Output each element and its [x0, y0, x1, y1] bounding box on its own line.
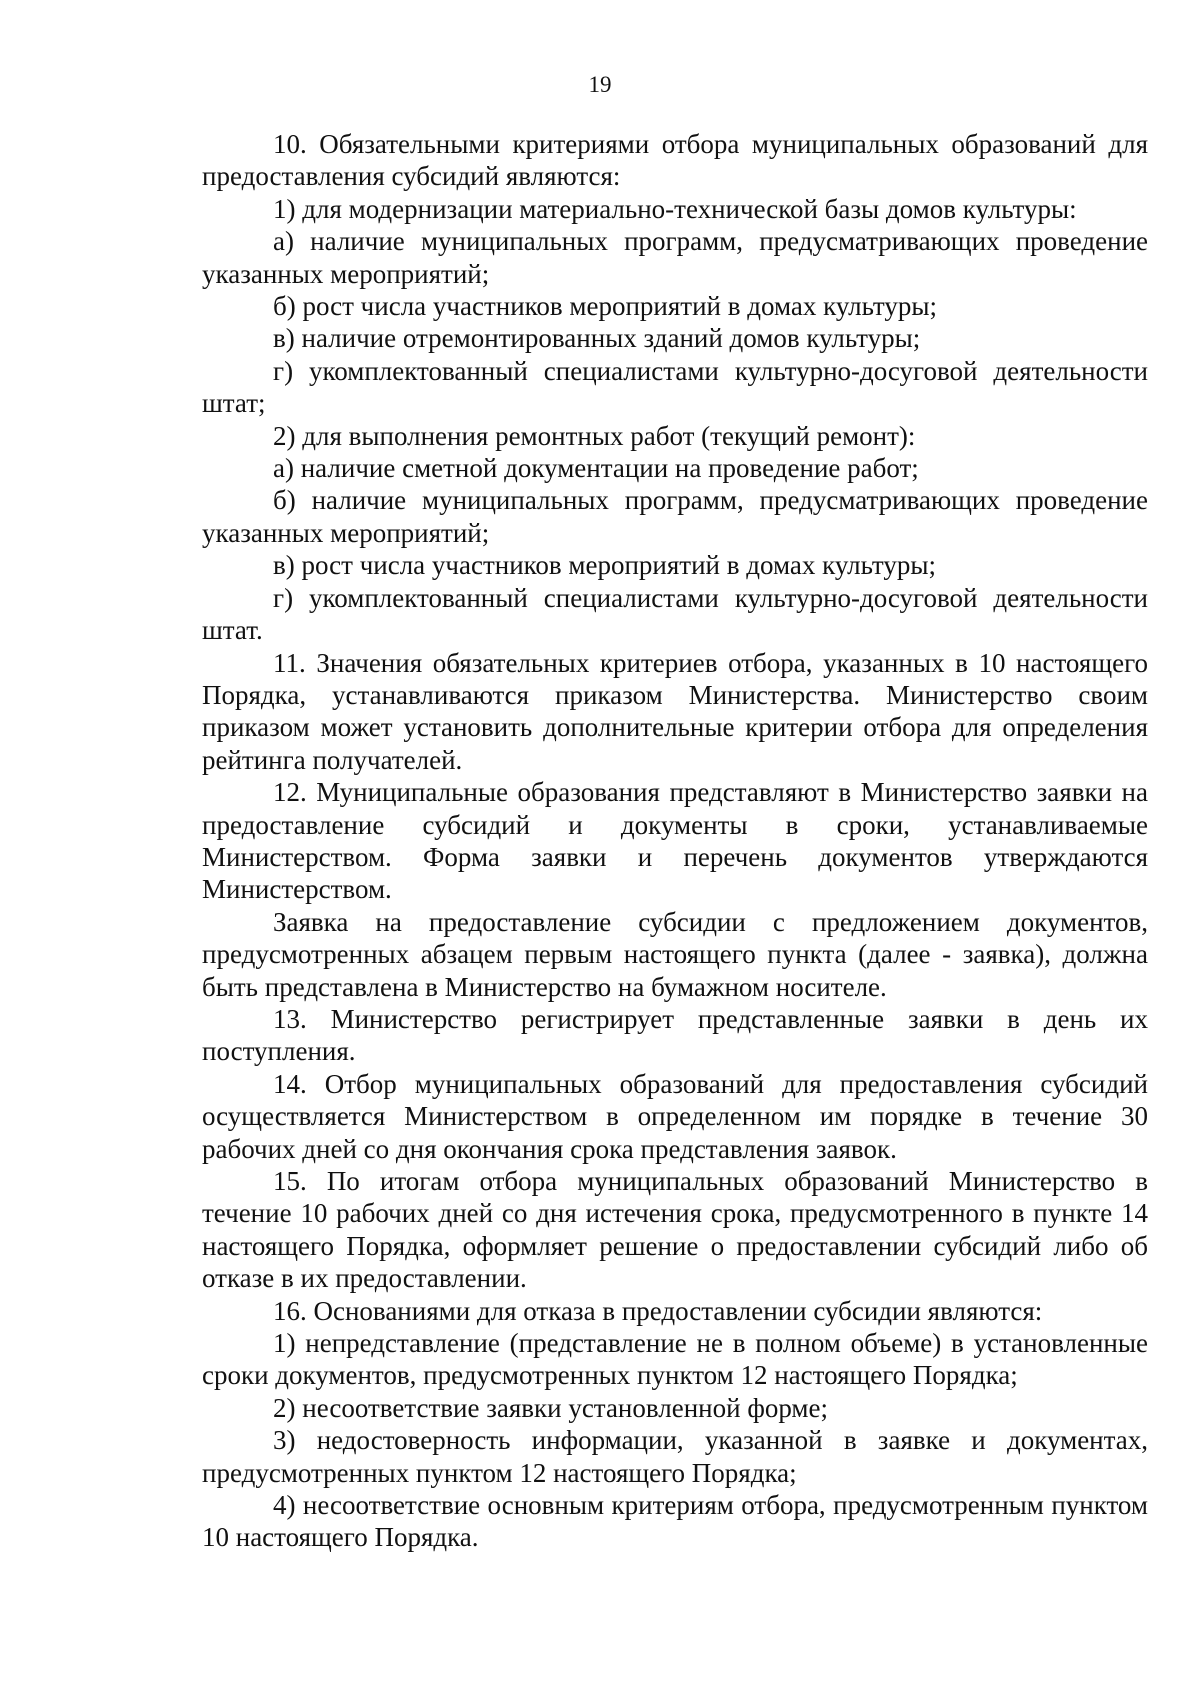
paragraph-16: 16. Основаниями для отказа в предоставлении субсидии являются:: [273, 1295, 1043, 1326]
paragraph-10-item-1b: б) рост числа участников мероприятий в домах культуры;: [273, 291, 937, 322]
paragraph-16-item-2: 2) несоответствие заявки установленной форме;: [273, 1392, 828, 1423]
page-number: 19: [588, 72, 612, 97]
paragraph-10-item-2g: г) укомплектованный специалистами культурно-досуговой деятельности штат.: [202, 582, 1148, 646]
paragraph-10-item-1v: в) наличие отремонтированных зданий домов культуры;: [273, 323, 921, 354]
paragraph-10-criteria: 10. Обязательными критериями отбора муниципальных образований для предоставления субсидий являются:: [202, 129, 1148, 192]
paragraph-13: 13. Министерство регистрирует представленные заявки в день их поступления.: [202, 1003, 1148, 1067]
paragraph-15: 15. По итогам отбора муниципальных образований Министерство в течение 10 рабочих дней со дня истечения срока, предусмотренного в пункте 14 настоящего Порядка, оформляет решение о предоставлении субсидий либо об отказе в их предоставлении.: [202, 1166, 1148, 1294]
paragraph-16-item-3: 3) недостоверность информации, указанной в заявке и документах, предусмотренных пунктом 12 настоящего Порядка;: [202, 1425, 1148, 1488]
paragraph-10-item-2v: в) рост числа участников мероприятий в домах культуры;: [273, 550, 936, 581]
paragraph-12-application: Заявка на предоставление субсидии с предложением документов, предусмотренных абзацем первым настоящего пункта (далее - заявка), должна быть представлена в Министерство на бумажном носителе.: [202, 906, 1148, 1002]
paragraph-12: 12. Муниципальные образования представляют в Министерство заявки на предоставление субсидий и документы в сроки, устанавливаемые Министерством. Форма заявки и перечень документов утверждаются Министерством.: [202, 777, 1148, 905]
paragraph-10-item-1g: г) укомплектованный специалистами культурно-досуговой деятельности штат;: [202, 355, 1148, 419]
paragraph-10-item-1: 1) для модернизации материально-технической базы домов культуры:: [273, 193, 1077, 224]
paragraph-10-item-2b: б) наличие муниципальных программ, предусматривающих проведение указанных мероприятий;: [202, 485, 1148, 548]
paragraph-16-item-1: 1) непредставление (представление не в полном объеме) в установленные сроки документов, предусмотренных пунктом 12 настоящего Порядка;: [202, 1328, 1148, 1391]
paragraph-16-item-4: 4) несоответствие основным критериям отбора, предусмотренным пунктом 10 настоящего Порядка.: [202, 1490, 1148, 1553]
paragraph-10-item-2: 2) для выполнения ремонтных работ (текущий ремонт):: [273, 420, 916, 451]
paragraph-10-item-1a: а) наличие муниципальных программ, предусматривающих проведение указанных мероприятий;: [202, 226, 1148, 289]
paragraph-11: 11. Значения обязательных критериев отбора, указанных в 10 настоящего Порядка, устанавливаются приказом Министерства. Министерство своим приказом может установить дополнительные критерии отбора для определения рейтинга получателей.: [202, 647, 1148, 775]
document-body: [202, 128, 1148, 1554]
paragraph-10-item-2a: а) наличие сметной документации на проведение работ;: [273, 453, 919, 484]
paragraph-14: 14. Отбор муниципальных образований для предоставления субсидий осуществляется Министерством в определенном им порядке в течение 30 рабочих дней со дня окончания срока представления заявок.: [202, 1068, 1148, 1164]
